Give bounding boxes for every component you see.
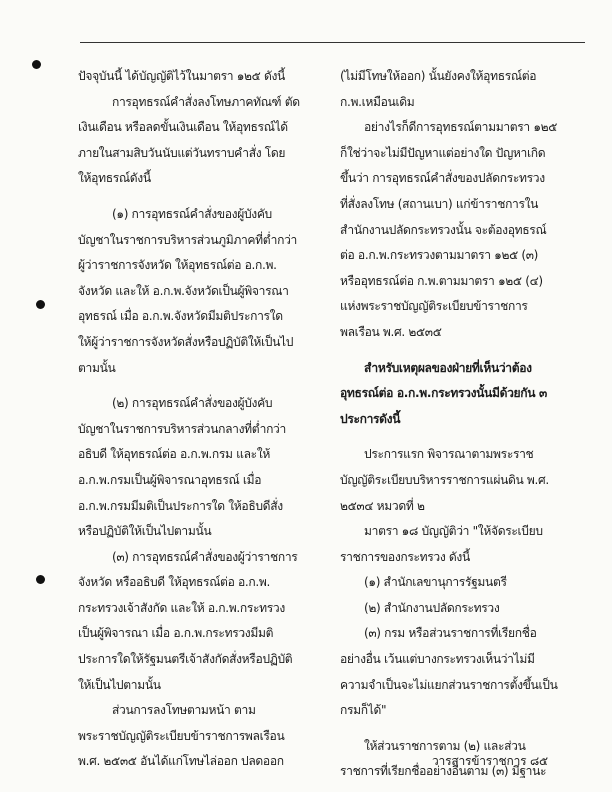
- text-line: แห่งพระราชบัญญัติระเบียบข้าราชการ: [340, 299, 528, 314]
- text-line: ที่สั่งลงโทษ (สถานเบา) แก่ข้าราชการใน: [340, 196, 539, 211]
- right-column: [340, 64, 580, 785]
- text-line: (๑) สำนักเลขานุการรัฐมนตรี: [364, 575, 507, 590]
- text-line: ส่วนการลงโทษตามหน้า ตาม: [112, 703, 256, 718]
- text-line: กระทรวงเจ้าสังกัด และให้ อ.ก.พ.กระทรวง: [78, 600, 285, 615]
- text-line: (๓) กรม หรือส่วนราชการที่เรียกชื่อ: [364, 626, 537, 641]
- text-line: มาตรา ๑๘ บัญญัติว่า "ให้จัดระเบียบ: [364, 524, 543, 539]
- header-rule: [80, 42, 585, 43]
- page-footer: วารสารข้าราชการ ๘๕: [432, 754, 548, 768]
- text-line: ประการใดให้รัฐมนตรีเจ้าสังกัดสั่งหรือปฏิบัติ: [78, 652, 293, 667]
- text-line: เงินเดือน หรือลดขั้นเงินเดือน ให้อุทธรณ์ได้: [78, 120, 288, 135]
- text-line: บัญญัติระเบียบบริหารราชการแผ่นดิน พ.ศ.: [340, 472, 549, 487]
- text-line: อ.ก.พ.กรมเป็นผู้พิจารณาอุทธรณ์ เมื่อ: [78, 472, 262, 487]
- text-line: เป็นผู้พิจารณา เมื่อ อ.ก.พ.กระทรวงมีมติ: [78, 626, 274, 641]
- left-column: [78, 64, 310, 775]
- text-line: บัญชาในราชการบริหารส่วนภูมิภาคที่ต่ำกว่า: [78, 232, 297, 247]
- text-line: (๓) การอุทธรณ์คำสั่งของผู้ว่าราชการ: [112, 549, 298, 564]
- text-line: อุทธรณ์ เมื่อ อ.ก.พ.จังหวัดมีมติประการใด: [78, 309, 283, 324]
- text-line: พ.ศ. ๒๕๓๕ อันได้แก่โทษไล่ออก ปลดออก: [78, 754, 284, 769]
- text-line: ผู้ว่าราชการจังหวัด ให้อุทธรณ์ต่อ อ.ก.พ.: [78, 258, 277, 273]
- binding-hole: [32, 60, 41, 69]
- text-line: ให้เป็นไปตามนั้น: [78, 677, 161, 692]
- text-line: สำนักงานปลัดกระทรวงนั้น จะต้องอุทธรณ์: [340, 222, 547, 237]
- text-line: หรืออุทธรณ์ต่อ ก.พ.ตามมาตรา ๑๒๕ (๔): [340, 273, 543, 288]
- text-line: ต่อ อ.ก.พ.กระทรวงตามมาตรา ๑๒๕ (๓): [340, 248, 539, 263]
- text-line: กรมก็ได้": [340, 703, 387, 718]
- section-heading-line: อุทธรณ์ต่อ อ.ก.พ.กระทรวงนั้นมีด้วยกัน ๓: [340, 386, 547, 401]
- text-line: ขึ้นว่า การอุทธรณ์คำสั่งของปลัดกระทรวง: [340, 171, 545, 186]
- text-line: อย่างอื่น เว้นแต่บางกระทรวงเห็นว่าไม่มี: [340, 652, 535, 667]
- text-line: ความจำเป็นจะไม่แยกส่วนราชการตั้งขึ้นเป็น: [340, 677, 558, 692]
- text-line: จังหวัด หรืออธิบดี ให้อุทธรณ์ต่อ อ.ก.พ.: [78, 575, 270, 590]
- text-line: พลเรือน พ.ศ. ๒๕๓๕: [340, 324, 442, 339]
- text-line: หรือปฏิบัติให้เป็นไปตามนั้น: [78, 524, 212, 539]
- binding-hole: [36, 300, 45, 309]
- section-heading-line: ประการดังนี้: [340, 411, 401, 426]
- text-line: ให้อุทธรณ์ดังนี้: [78, 171, 151, 186]
- text-line: (๒) สำนักงานปลัดกระทรวง: [364, 600, 500, 615]
- text-line: (ไม่มีโทษให้ออก) นั้นยังคงให้อุทธรณ์ต่อ: [340, 69, 537, 83]
- text-line: ก.พ.เหมือนเดิม: [340, 94, 415, 109]
- text-line: อธิบดี ให้อุทธรณ์ต่อ อ.ก.พ.กรม และให้: [78, 447, 270, 462]
- text-line: จังหวัด และให้ อ.ก.พ.จังหวัดเป็นผู้พิจารณา: [78, 283, 289, 298]
- text-line: ราชการที่เรียกชื่ออย่างอื่นตาม (๓) มีฐานะ: [340, 764, 547, 779]
- text-line: การอุทธรณ์คำสั่งลงโทษภาคทัณฑ์ ตัด: [112, 94, 300, 109]
- text-line: ตามนั้น: [78, 360, 116, 375]
- text-line: ปัจจุบันนี้ ได้บัญญัติไว้ในมาตรา ๑๒๕ ดังนี้: [78, 69, 285, 83]
- binding-hole: [36, 575, 45, 584]
- text-line: บัญชาในราชการบริหารส่วนกลางที่ต่ำกว่า: [78, 421, 286, 436]
- text-line: ประการแรก พิจารณาตามพระราช: [364, 447, 534, 462]
- text-line: (๑) การอุทธรณ์คำสั่งของผู้บังคับ: [112, 206, 272, 221]
- text-line: ก็ใช่ว่าจะไม่มีปัญหาแต่อย่างใด ปัญหาเกิด: [340, 145, 546, 160]
- text-line: ให้ผู้ว่าราชการจังหวัดสั่งหรือปฏิบัติให้เป็นไป: [78, 334, 294, 349]
- text-line: ๒๕๓๔ หมวดที่ ๒: [340, 498, 425, 513]
- text-line: พระราชบัญญัติระเบียบข้าราชการพลเรือน: [78, 728, 285, 743]
- text-line: (๒) การอุทธรณ์คำสั่งของผู้บังคับ: [112, 396, 273, 411]
- text-line: ให้ส่วนราชการตาม (๒) และส่วน: [364, 738, 526, 753]
- text-line: ภายในสามสิบวันนับแต่วันทราบคำสั่ง โดย: [78, 145, 286, 160]
- text-line: อ.ก.พ.กรมมีมติเป็นประการใด ให้อธิบดีสั่ง: [78, 498, 283, 513]
- text-line: อย่างไรก็ดีการอุทธรณ์ตามมาตรา ๑๒๕: [364, 120, 558, 135]
- section-heading-line: สำหรับเหตุผลของฝ่ายที่เห็นว่าต้อง: [364, 360, 532, 375]
- text-line: ราชการของกระทรวง ดังนี้: [340, 549, 470, 564]
